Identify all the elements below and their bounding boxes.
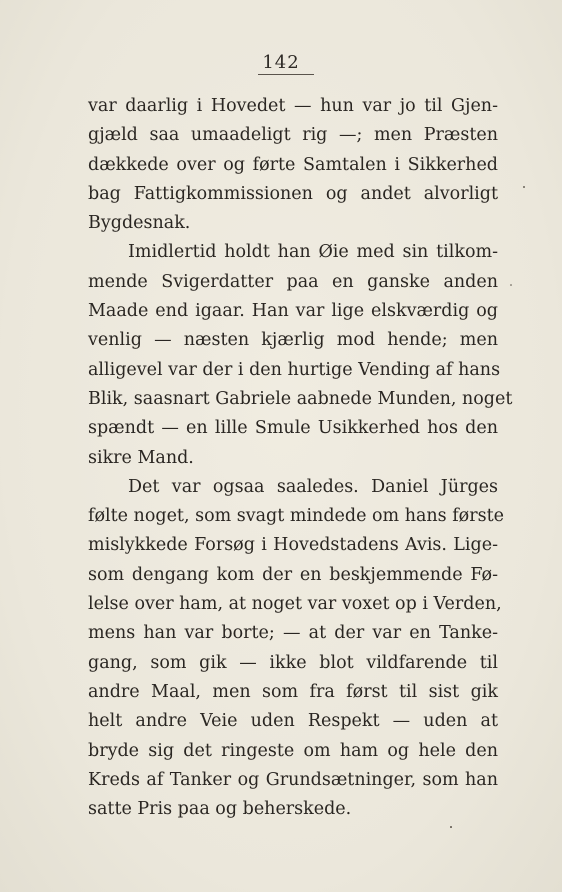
text-line: spændt — en lille Smule Usikkerhed hos den	[88, 418, 498, 439]
text-line: gjæld saa umaadeligt rig —; men Præsten	[88, 125, 498, 146]
page-number: 142	[262, 52, 300, 73]
text-line: sikre Mand.	[88, 447, 194, 468]
text-line: andre Maal, men som fra først til sist gik	[88, 681, 498, 702]
text-line: mens han var borte; — at der var en Tanke-	[88, 623, 498, 644]
paper-speck	[510, 284, 512, 286]
text-line: Blik, saasnart Gabriele aabnede Munden, noget	[88, 388, 513, 409]
text-line: Det var ogsaa saaledes. Daniel Jürges	[128, 476, 498, 497]
text-line: Imidlertid holdt han Øie med sin tilkom-	[128, 242, 498, 263]
text-line: lelse over ham, at noget var voxet op i Verden,	[88, 594, 502, 615]
text-line: bag Fattigkommissionen og andet alvorligt	[88, 183, 498, 204]
text-line: Bygdesnak.	[88, 213, 191, 234]
body-text	[88, 92, 513, 824]
text-line: helt andre Veie uden Respekt — uden at	[88, 711, 498, 732]
paper-speck	[523, 186, 525, 188]
text-line: dækkede over og førte Samtalen i Sikkerhed	[88, 154, 498, 175]
text-line: mende Svigerdatter paa en ganske anden	[88, 271, 498, 292]
text-line: venlig — næsten kjærlig mod hende; men	[88, 330, 498, 351]
paper-speck	[450, 826, 452, 828]
text-line: Kreds af Tanker og Grundsætninger, som han	[88, 769, 498, 790]
text-line: følte noget, som svagt mindede om hans første	[88, 506, 504, 527]
text-line: alligevel var der i den hurtige Vending af hans	[88, 359, 501, 380]
text-line: satte Pris paa og beherskede.	[88, 799, 352, 820]
text-line: som dengang kom der en beskjemmende Fø-	[88, 564, 498, 585]
text-line: bryde sig det ringeste om ham og hele den	[88, 740, 498, 761]
text-line: var daarlig i Hovedet — hun var jo til Gjen-	[88, 96, 498, 116]
page-number-underline	[258, 74, 314, 75]
text-line: mislykkede Forsøg i Hovedstadens Avis. Lige-	[88, 535, 498, 556]
text-line: Maade end igaar. Han var lige elskværdig og	[88, 301, 498, 322]
text-line: gang, som gik — ikke blot vildfarende til	[88, 652, 498, 673]
